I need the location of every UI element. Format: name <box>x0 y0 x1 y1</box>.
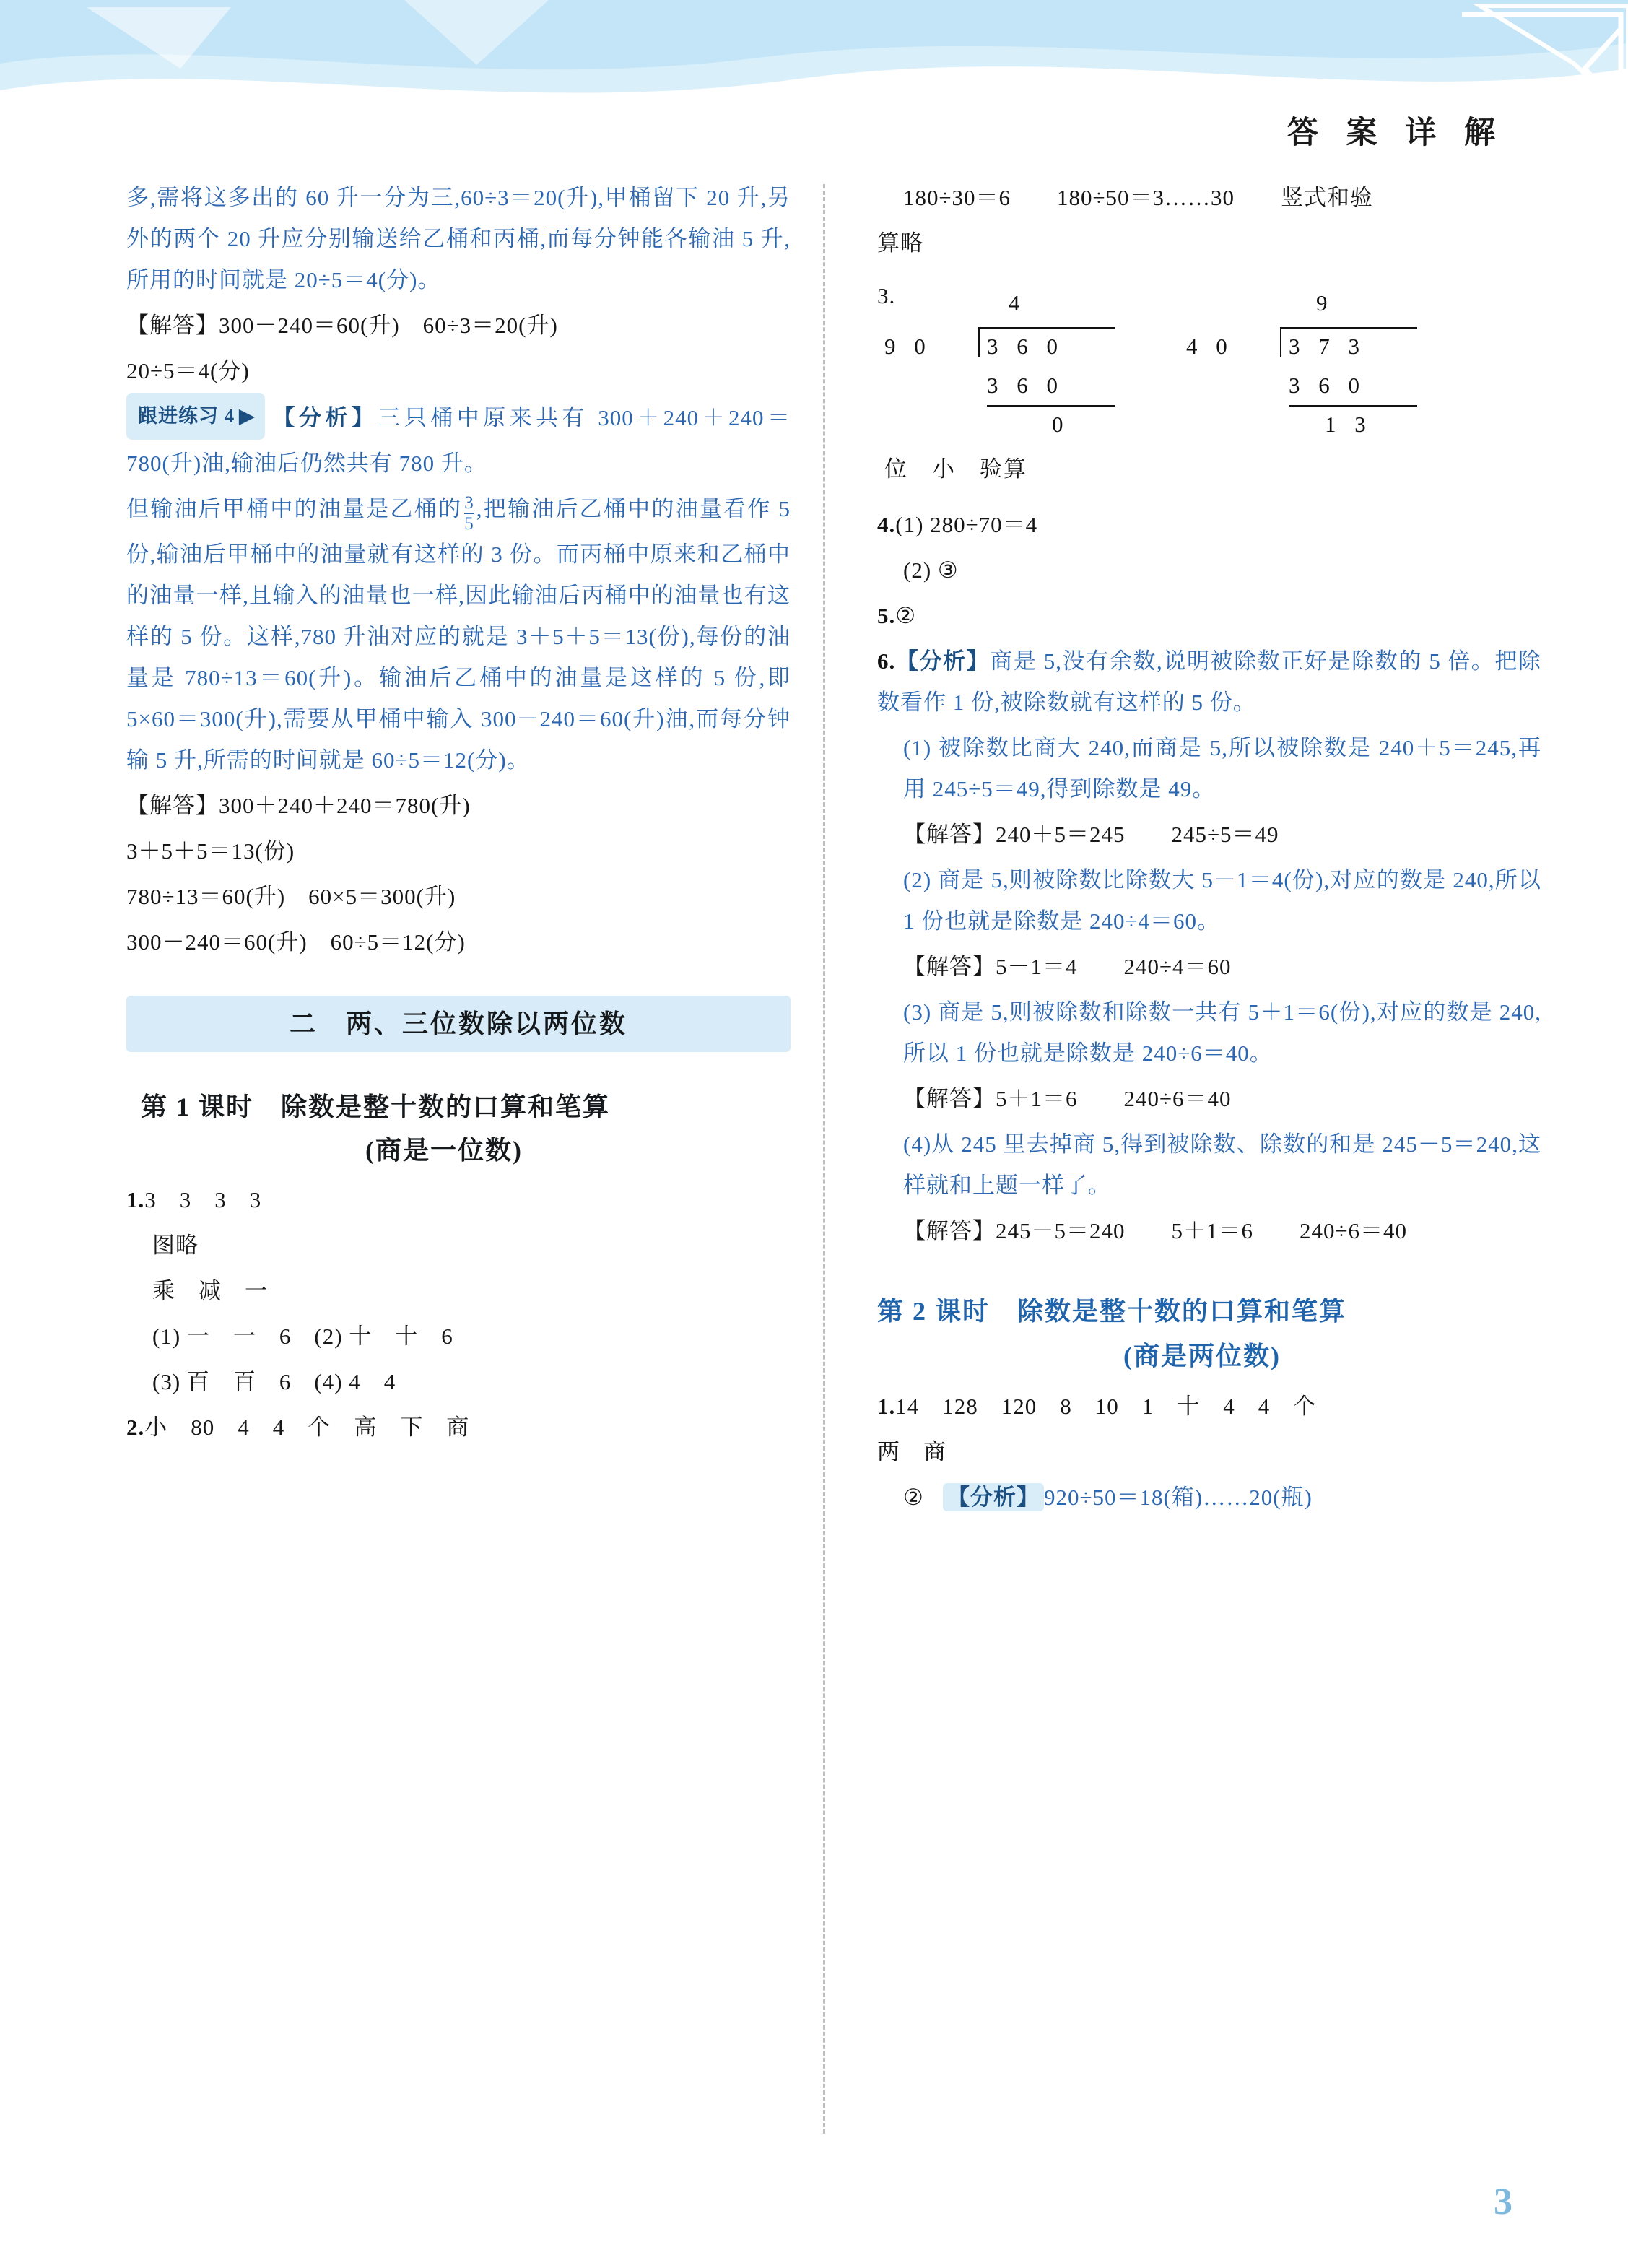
right-q6-sub-2: (2) 商是 5,则被除数比除数大 5－1＝4(份),对应的数是 240,所以 1 份也就是除数是 240÷4＝60。 <box>903 867 1541 934</box>
left-answer-2-line-2: 3＋5＋5＝13(份) <box>126 838 295 864</box>
division-right-remainder: 1 3 <box>1325 412 1372 437</box>
fraction-three-fifths <box>464 494 474 534</box>
right-q5-line-1 <box>877 595 1541 636</box>
left-answer-1-line-2: 20÷5＝4(分) <box>126 358 250 383</box>
division-left-quotient: 4 <box>1009 290 1027 316</box>
right-q4-line-1 <box>877 504 1541 545</box>
fraction-denominator: 5 <box>464 514 474 534</box>
left-q2-number: 2. <box>126 1415 145 1441</box>
left-column <box>126 177 791 1452</box>
left-q1-a: 3 3 3 3 <box>144 1187 262 1213</box>
lesson-2-heading <box>877 1289 1541 1378</box>
right-top-line-2: 算略 <box>877 230 923 256</box>
left-answer-1-line-1: 【解答】300－240＝60(升) 60÷3＝20(升) <box>126 313 558 338</box>
left-q1-line-5: (3) 百 百 6 (4) 4 4 <box>152 1369 396 1395</box>
triangle-right-icon: ▶ <box>239 405 256 427</box>
left-paragraph-2a: 三只桶中原来共有 300＋240＋240＝780(升)油,输油后仍然共有 780 升。 <box>126 405 791 476</box>
right-q6-analysis-label: 【分析】 <box>895 648 991 674</box>
right-q6-sub-3-answer: 【解答】5＋1＝6 240÷6＝40 <box>903 1086 1232 1111</box>
left-answer-2-line-1: 【解答】300＋240＋240＝780(升) <box>126 793 471 819</box>
right-q3-words: 位 小 验算 <box>884 456 1027 482</box>
right-q3-number: 3. <box>877 283 896 308</box>
fraction-numerator: 3 <box>464 492 474 513</box>
lesson-1-line-1: 第 1 课时 除数是整十数的口算和笔算 <box>141 1092 611 1122</box>
left-q1-line-2: 图略 <box>152 1233 199 1259</box>
practice-tag <box>126 393 265 440</box>
division-left-remainder: 0 <box>1052 412 1070 437</box>
division-right-bar-mid <box>1289 405 1417 407</box>
right-r1-a: 14 128 120 8 10 1 十 4 4 个 <box>895 1394 1317 1419</box>
right-q6-sub-1-answer: 【解答】240＋5＝245 245÷5＝49 <box>903 822 1279 847</box>
right-r1-number: 1. <box>877 1394 896 1419</box>
left-paragraph-1: 多,需将这多出的 60 升一分为三,60÷3＝20(升),甲桶留下 20 升,另外的两个 20 升应分别输送给乙桶和丙桶,而每分钟能各输油 5 升,所用的时间就是 20÷5＝4(分)。 <box>126 185 791 292</box>
left-answer-2-line-3: 780÷13＝60(升) 60×5＝300(升) <box>126 884 456 910</box>
division-left-bar-top <box>978 327 1115 329</box>
page-title: 答 案 详 解 <box>1287 116 1505 150</box>
division-left-dividend: 3 6 0 <box>987 334 1064 359</box>
lesson-1-heading <box>126 1085 791 1172</box>
right-r1-line-1 <box>877 1386 1541 1427</box>
division-left-product: 3 6 0 <box>987 373 1064 398</box>
division-left-bar-mid <box>987 405 1115 407</box>
division-left-divisor: 9 0 <box>884 334 932 359</box>
lesson-2-line-2: (商是两位数) <box>1123 1342 1281 1370</box>
right-r1-line-2: 两 商 <box>877 1439 946 1464</box>
right-q5-a: ② <box>895 603 917 628</box>
right-top-line-1: 180÷30＝6 180÷50＝3……30 竖式和验 <box>903 185 1374 210</box>
right-r1-d: 920÷50＝18(箱)……20(瓶) <box>1044 1485 1313 1510</box>
right-q6-sub-2-answer: 【解答】5－1＝4 240÷4＝60 <box>903 954 1232 979</box>
division-right-bar-top <box>1280 327 1417 329</box>
page-body <box>0 177 1628 2184</box>
right-q6-sub-1: (1) 被除数比商大 240,而商是 5,所以被除数是 240＋5＝245,再用 245÷5＝49,得到除数是 49。 <box>903 735 1541 801</box>
left-q2-line-1 <box>126 1407 791 1448</box>
right-q6-analysis-text: 商是 5,没有余数,说明被除数正好是除数的 5 倍。把除数看作 1 份,被除数就有这样的 5 份。 <box>877 648 1541 715</box>
left-q1-line-1 <box>126 1179 791 1220</box>
right-q6-sub-3: (3) 商是 5,则被除数和除数一共有 5＋1＝6(份),对应的数是 240,所以 1 份也就是除数是 240÷6＝40。 <box>903 999 1541 1066</box>
right-q4-number: 4. <box>877 512 896 537</box>
left-q1-line-3: 乘 减 一 <box>152 1278 268 1304</box>
right-q4-line-2: (2) ③ <box>903 557 959 583</box>
analysis-label: 【分析】 <box>269 405 378 430</box>
left-paragraph-2b <box>126 488 791 781</box>
right-r1-c: ② <box>903 1485 924 1510</box>
right-q6-sub-4-answer: 【解答】245－5＝240 5＋1＝6 240÷6＝40 <box>903 1218 1408 1243</box>
division-right-divisor: 4 0 <box>1186 334 1234 359</box>
division-right-bracket <box>1280 327 1281 357</box>
lesson-2-line-1: 第 2 课时 除数是整十数的口算和笔算 <box>877 1297 1347 1326</box>
division-right-product: 3 6 0 <box>1289 373 1366 398</box>
right-q5-number: 5. <box>877 603 896 628</box>
left-q2-a: 小 80 4 4 个 高 下 商 <box>144 1415 470 1441</box>
right-q6-number: 6. <box>877 648 896 674</box>
chapter-heading: 二 两、三位数除以两位数 <box>126 996 791 1052</box>
practice-tag-label: 跟进练习 4 <box>138 405 235 427</box>
long-division-figures <box>877 290 1541 504</box>
lesson-1-line-2: (商是一位数) <box>365 1136 523 1165</box>
page-header-banner <box>0 0 1628 116</box>
right-r1-analysis-label: 【分析】 <box>943 1483 1044 1511</box>
left-paragraph-2b-text: 但输油后甲桶中的油量是乙桶的 <box>126 496 463 521</box>
left-answer-2-line-4: 300－240＝60(升) 60÷5＝12(分) <box>126 929 466 955</box>
right-r1-line-3 <box>877 1477 1541 1518</box>
corner-ribbon-icon <box>1325 0 1628 116</box>
left-q1-line-4: (1) 一 一 6 (2) 十 十 6 <box>152 1324 453 1350</box>
left-paragraph-2c: ,把输油后乙桶中的油量看作 5 份,输油后甲桶中的油量就有这样的 3 份。而丙桶中原来和乙桶中的油量一样,且输入的油量也一样,因此输油后丙桶中的油量也有这样的 5 份。这样,780 升油对应的就是 3＋5＋5＝13(份),每份的油量是 780÷13＝60(升)。输油后乙桶中的油量是这样的 5 份,即 5×60＝300(升),需要从甲桶中输入 300－240＝60(升)油,而每分钟输 5 升,所需的时间就是 60÷5＝12(分)。 <box>126 496 791 773</box>
division-right-dividend: 3 7 3 <box>1289 334 1366 359</box>
right-column <box>877 177 1541 1522</box>
left-practice-paragraph <box>126 396 791 484</box>
left-q1-number: 1. <box>126 1187 145 1213</box>
right-q6-sub-4: (4)从 245 里去掉商 5,得到被除数、除数的和是 245－5＝240,这样就和上题一样了。 <box>903 1131 1541 1198</box>
right-q4-a: (1) 280÷70＝4 <box>895 512 1038 537</box>
page-number: 3 <box>1494 2181 1512 2223</box>
division-right-quotient: 9 <box>1316 290 1334 316</box>
division-left-bracket <box>978 327 980 357</box>
column-divider <box>823 184 825 2134</box>
right-q6-analysis <box>877 640 1541 723</box>
